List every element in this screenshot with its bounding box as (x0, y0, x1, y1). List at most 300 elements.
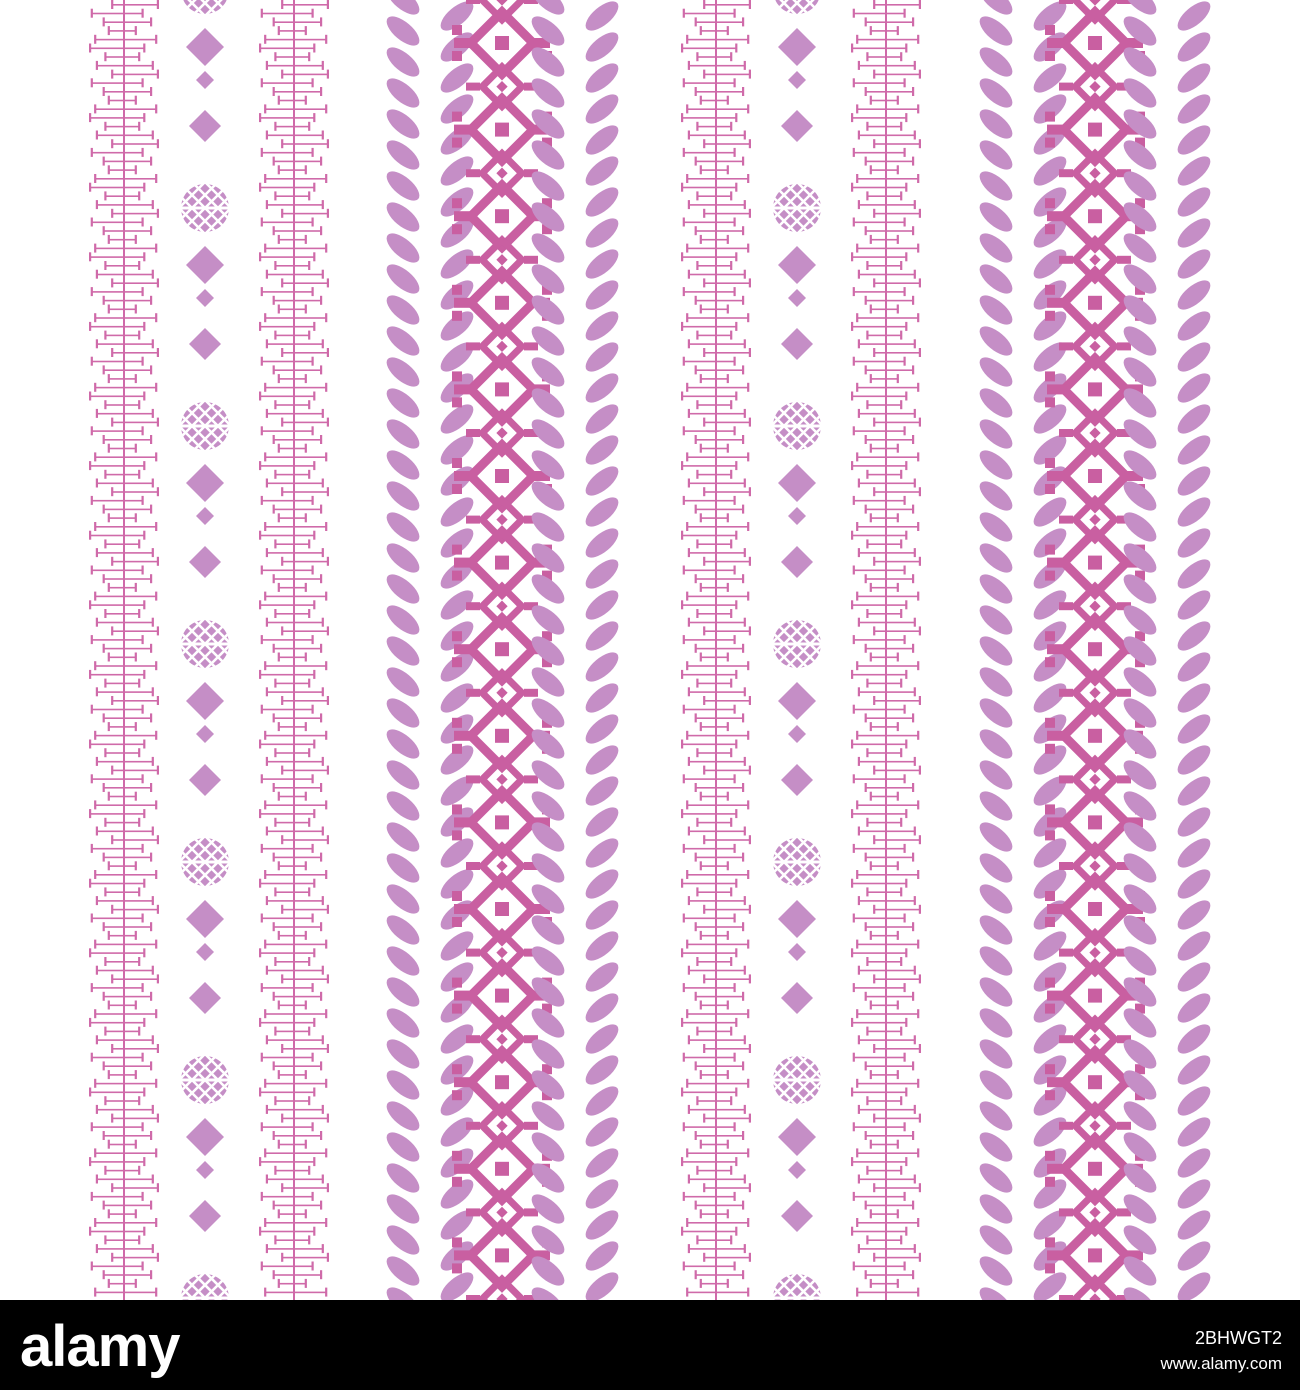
comb-rung (687, 1292, 748, 1294)
comb-rung (279, 935, 306, 937)
comb-rung (684, 152, 735, 154)
comb-tick (695, 574, 697, 583)
leaf (382, 197, 424, 237)
comb-tick (91, 914, 93, 923)
crossed-circle (168, 1261, 242, 1300)
leaf (1119, 1096, 1161, 1136)
comb-rung (265, 1013, 326, 1015)
comb-rung (874, 978, 920, 980)
comb-tick (865, 157, 867, 166)
comb-rung (859, 135, 915, 137)
lattice-dot (1089, 1120, 1100, 1131)
comb-tick (681, 392, 683, 401)
leaf (1173, 182, 1215, 222)
comb-tick (94, 313, 96, 322)
comb-tick (322, 687, 324, 696)
comb-tick (327, 557, 329, 566)
lattice-arm (454, 384, 474, 394)
comb-tick (749, 1114, 751, 1123)
lattice-dot (1089, 947, 1100, 958)
comb-rung (867, 752, 901, 754)
comb-rung (866, 230, 914, 232)
comb-tick (322, 1035, 324, 1044)
comb-tick (274, 1235, 276, 1244)
leaf (975, 1127, 1017, 1167)
comb-rung (282, 491, 328, 493)
comb-tick (858, 618, 860, 627)
leaf (1173, 1205, 1215, 1245)
comb-tick (734, 1053, 736, 1062)
comb-tick (870, 165, 872, 174)
comb-rung (274, 1274, 322, 1276)
comb-rung (859, 761, 915, 763)
comb-tick (683, 844, 685, 853)
lattice-dot (496, 0, 507, 6)
comb-tick (138, 1027, 140, 1036)
comb-tick (327, 0, 329, 9)
leaf (975, 166, 1017, 206)
comb-tick (683, 1122, 685, 1131)
comb-tick (905, 392, 907, 401)
comb-tick (858, 966, 860, 975)
comb-tick (897, 444, 899, 453)
comb-rung (689, 343, 745, 345)
comb-tick (919, 139, 921, 148)
comb-rung (104, 369, 152, 371)
leaf (382, 662, 424, 702)
lattice-block (452, 198, 462, 208)
comb-rung (704, 839, 750, 841)
lattice-arm (466, 1208, 480, 1216)
comb-rung (90, 674, 144, 676)
comb-tick (108, 792, 110, 801)
comb-tick (111, 626, 113, 635)
comb-tick (865, 17, 867, 26)
comb-rung (701, 448, 728, 450)
comb-tick (322, 896, 324, 905)
comb-rung (105, 683, 139, 685)
comb-tick (873, 696, 875, 705)
comb-tick (312, 426, 314, 435)
comb-rung (874, 74, 920, 76)
comb-tick (281, 1044, 283, 1053)
comb-rung (105, 961, 139, 963)
comb-tick (273, 853, 275, 862)
lattice-center (495, 209, 509, 223)
comb-tick (157, 139, 159, 148)
comb-rung (704, 74, 750, 76)
lattice-center (495, 382, 509, 396)
comb-rung (275, 613, 309, 615)
comb-tick (914, 1175, 916, 1184)
comb-rung (696, 439, 744, 441)
comb-rung (265, 596, 326, 598)
lattice-arm (466, 1035, 480, 1043)
lattice-arm (466, 0, 480, 4)
comb-tick (264, 313, 266, 322)
comb-rung (867, 1100, 901, 1102)
leaf (975, 848, 1017, 888)
lattice-arm (1059, 256, 1073, 264)
comb-tick (305, 444, 307, 453)
comb-tick (325, 800, 327, 809)
comb-rung (696, 787, 744, 789)
comb-tick (157, 835, 159, 844)
comb-tick (259, 1157, 261, 1166)
comb-rung (682, 813, 736, 815)
comb-rung (874, 1118, 920, 1120)
comb-tick (274, 748, 276, 757)
comb-tick (320, 435, 322, 444)
lattice-block (452, 285, 462, 295)
comb-tick (259, 1227, 261, 1236)
comb-tick (856, 592, 858, 601)
leaf (975, 197, 1017, 237)
comb-rung (866, 857, 914, 859)
lattice-arm (454, 1164, 474, 1174)
leaf (1173, 1267, 1215, 1300)
comb-rung (282, 74, 328, 76)
comb-rung (684, 709, 735, 711)
lattice-arm (466, 429, 480, 437)
comb-tick (703, 487, 705, 496)
comb-rung (95, 39, 156, 41)
comb-rung (689, 1109, 745, 1111)
comb-tick (320, 1061, 322, 1070)
comb-tick (157, 905, 159, 914)
lattice-arm (466, 862, 480, 870)
comb-rung (109, 1074, 136, 1076)
comb-tick (853, 496, 855, 505)
comb-tick (273, 17, 275, 26)
comb-rung (109, 169, 136, 171)
comb-rung (274, 648, 322, 650)
comb-tick (308, 887, 310, 896)
comb-rung (109, 587, 136, 589)
comb-tick (273, 1131, 275, 1140)
comb-tick (914, 131, 916, 140)
comb-tick (904, 914, 906, 923)
leaf (975, 1189, 1017, 1229)
comb-rung (867, 474, 901, 476)
comb-rung (684, 848, 735, 850)
comb-tick (327, 974, 329, 983)
comb-tick (155, 940, 157, 949)
comb-tick (870, 96, 872, 105)
comb-tick (686, 940, 688, 949)
comb-tick (278, 1209, 280, 1218)
comb-tick (735, 1088, 737, 1097)
comb-rung (871, 1283, 898, 1285)
comb-tick (900, 331, 902, 340)
comb-rung (697, 1031, 731, 1033)
comb-rung (866, 21, 914, 23)
comb-tick (856, 104, 858, 113)
comb-tick (917, 1079, 919, 1088)
comb-tick (919, 1183, 921, 1192)
comb-rung (854, 291, 905, 293)
comb-tick (681, 1088, 683, 1097)
comb-rung (97, 900, 153, 902)
comb-tick (730, 539, 732, 548)
comb-tick (103, 922, 105, 931)
comb-tick (917, 661, 919, 670)
comb-rung (852, 1231, 906, 1233)
comb-rung (274, 91, 322, 93)
comb-tick (749, 974, 751, 983)
comb-tick (851, 252, 853, 261)
comb-tick (700, 165, 702, 174)
comb-tick (914, 270, 916, 279)
comb-tick (734, 914, 736, 923)
comb-tick (873, 278, 875, 287)
lattice-block (452, 1263, 462, 1273)
comb-rung (682, 1022, 736, 1024)
comb-tick (138, 331, 140, 340)
comb-tick (683, 914, 685, 923)
comb-tick (856, 800, 858, 809)
comb-rung (682, 744, 736, 746)
comb-tick (681, 1157, 683, 1166)
lattice-center (1088, 729, 1102, 743)
comb-rung (105, 1239, 139, 1241)
comb-tick (313, 948, 315, 957)
leaf (1119, 73, 1161, 113)
comb-tick (308, 748, 310, 757)
comb-tick (138, 1166, 140, 1175)
leaf (975, 755, 1017, 795)
leaf (581, 678, 623, 718)
comb-rung (871, 587, 898, 589)
comb-tick (917, 731, 919, 740)
comb-tick (320, 783, 322, 792)
comb-rung (867, 683, 901, 685)
comb-tick (858, 339, 860, 348)
lattice-center (495, 556, 509, 570)
comb-tick (313, 322, 315, 331)
diamond-shape (778, 682, 816, 720)
comb-tick (278, 165, 280, 174)
comb-tick (89, 600, 91, 609)
comb-tick (89, 252, 91, 261)
comb-tick (856, 940, 858, 949)
comb-tick (266, 757, 268, 766)
comb-tick (688, 827, 690, 836)
comb-tick (312, 774, 314, 783)
crossed-circle (760, 0, 834, 27)
comb-rung (859, 831, 915, 833)
lattice-center (1088, 382, 1102, 396)
comb-rung (697, 543, 731, 545)
comb-tick (696, 191, 698, 200)
lattice-arm (454, 991, 474, 1001)
comb-tick (900, 679, 902, 688)
comb-rung (275, 404, 309, 406)
comb-rung (90, 1022, 144, 1024)
comb-rung (704, 909, 750, 911)
comb-tick (143, 1227, 145, 1236)
comb-rung (109, 1213, 136, 1215)
comb-tick (322, 131, 324, 140)
leaf (1173, 895, 1215, 935)
comb-tick (138, 1235, 140, 1244)
comb-tick (851, 392, 853, 401)
leaf (581, 213, 623, 253)
comb-tick (150, 922, 152, 931)
lattice-arm (454, 731, 474, 741)
comb-tick (312, 357, 314, 366)
comb-tick (873, 974, 875, 983)
comb-tick (747, 1079, 749, 1088)
lattice-dot (496, 860, 507, 871)
leaf (581, 895, 623, 935)
comb-rung (265, 665, 326, 667)
leaf (581, 1267, 623, 1300)
comb-tick (152, 687, 154, 696)
comb-rung (267, 1179, 323, 1181)
comb-rung (267, 761, 323, 763)
comb-tick (749, 626, 751, 635)
comb-rung (95, 178, 156, 180)
comb-tick (152, 61, 154, 70)
comb-tick (259, 1088, 261, 1097)
comb-tick (274, 261, 276, 270)
comb-tick (735, 948, 737, 957)
comb-tick (325, 1218, 327, 1227)
comb-rung (279, 1005, 306, 1007)
comb-tick (305, 1140, 307, 1149)
comb-rung (857, 804, 918, 806)
comb-tick (897, 305, 899, 314)
comb-spine (123, 0, 125, 1300)
leaf (1173, 585, 1215, 625)
comb-tick (851, 531, 853, 540)
comb-tick (749, 835, 751, 844)
comb-tick (103, 505, 105, 514)
comb-rung (97, 691, 153, 693)
comb-tick (274, 1027, 276, 1036)
comb-tick (681, 461, 683, 470)
comb-tick (135, 374, 137, 383)
comb-tick (89, 1227, 91, 1236)
comb-tick (853, 1192, 855, 1201)
comb-tick (108, 1279, 110, 1288)
comb-tick (681, 1018, 683, 1027)
comb-rung (857, 665, 918, 667)
comb-tick (866, 1027, 868, 1036)
comb-tick (683, 287, 685, 296)
comb-rung (262, 291, 313, 293)
comb-tick (735, 1018, 737, 1027)
comb-tick (696, 52, 698, 61)
lattice-center (1088, 902, 1102, 916)
comb-tick (281, 1114, 283, 1123)
comb-tick (150, 17, 152, 26)
comb-tick (264, 592, 266, 601)
comb-tick (278, 26, 280, 35)
comb-tick (853, 148, 855, 157)
comb-rung (687, 1222, 748, 1224)
comb-tick (688, 618, 690, 627)
comb-rung (109, 517, 136, 519)
lattice-arm (1059, 169, 1073, 177)
comb-rung (852, 1161, 906, 1163)
comb-tick (325, 174, 327, 183)
comb-rung (866, 161, 914, 163)
comb-tick (278, 1001, 280, 1010)
leaf (1173, 337, 1215, 377)
comb-tick (138, 400, 140, 409)
comb-stripe-1 (89, 0, 159, 1300)
leaf (1173, 0, 1215, 36)
lattice-arm (1059, 516, 1073, 524)
comb-tick (96, 1244, 98, 1253)
comb-tick (111, 1183, 113, 1192)
comb-rung (852, 674, 906, 676)
comb-tick (322, 61, 324, 70)
comb-tick (870, 374, 872, 383)
comb-tick (135, 1209, 137, 1218)
comb-tick (104, 122, 106, 131)
comb-tick (912, 87, 914, 96)
comb-tick (873, 348, 875, 357)
comb-tick (150, 992, 152, 1001)
leaf (975, 1282, 1017, 1300)
leaf (1119, 1282, 1161, 1300)
comb-tick (327, 348, 329, 357)
comb-rung (92, 987, 143, 989)
comb-tick (681, 809, 683, 818)
comb-tick (686, 313, 688, 322)
comb-tick (700, 96, 702, 105)
comb-tick (274, 1166, 276, 1175)
comb-tick (320, 1201, 322, 1210)
comb-rung (267, 413, 323, 415)
comb-tick (111, 696, 113, 705)
comb-tick (142, 774, 144, 783)
comb-tick (686, 1079, 688, 1088)
comb-rung (260, 604, 314, 606)
comb-tick (747, 383, 749, 392)
comb-tick (865, 992, 867, 1001)
comb-tick (734, 705, 736, 714)
comb-tick (327, 1044, 329, 1053)
leaf (975, 507, 1017, 547)
lattice-dot (496, 254, 507, 265)
comb-tick (912, 783, 914, 792)
comb-tick (312, 148, 314, 157)
comb-tick (735, 531, 737, 540)
comb-tick (735, 600, 737, 609)
comb-tick (917, 1148, 919, 1157)
lattice-block (1045, 830, 1055, 840)
comb-tick (734, 9, 736, 18)
comb-tick (735, 113, 737, 122)
leaf (975, 0, 1017, 20)
comb-rung (854, 918, 905, 920)
comb-tick (734, 1122, 736, 1131)
comb-tick (94, 174, 96, 183)
leaf (1173, 1081, 1215, 1121)
comb-tick (152, 548, 154, 557)
comb-rung (104, 996, 152, 998)
comb-tick (273, 1201, 275, 1210)
comb-tick (111, 766, 113, 775)
comb-tick (900, 52, 902, 61)
comb-tick (142, 426, 144, 435)
lattice-center (1088, 469, 1102, 483)
comb-rung (874, 700, 920, 702)
